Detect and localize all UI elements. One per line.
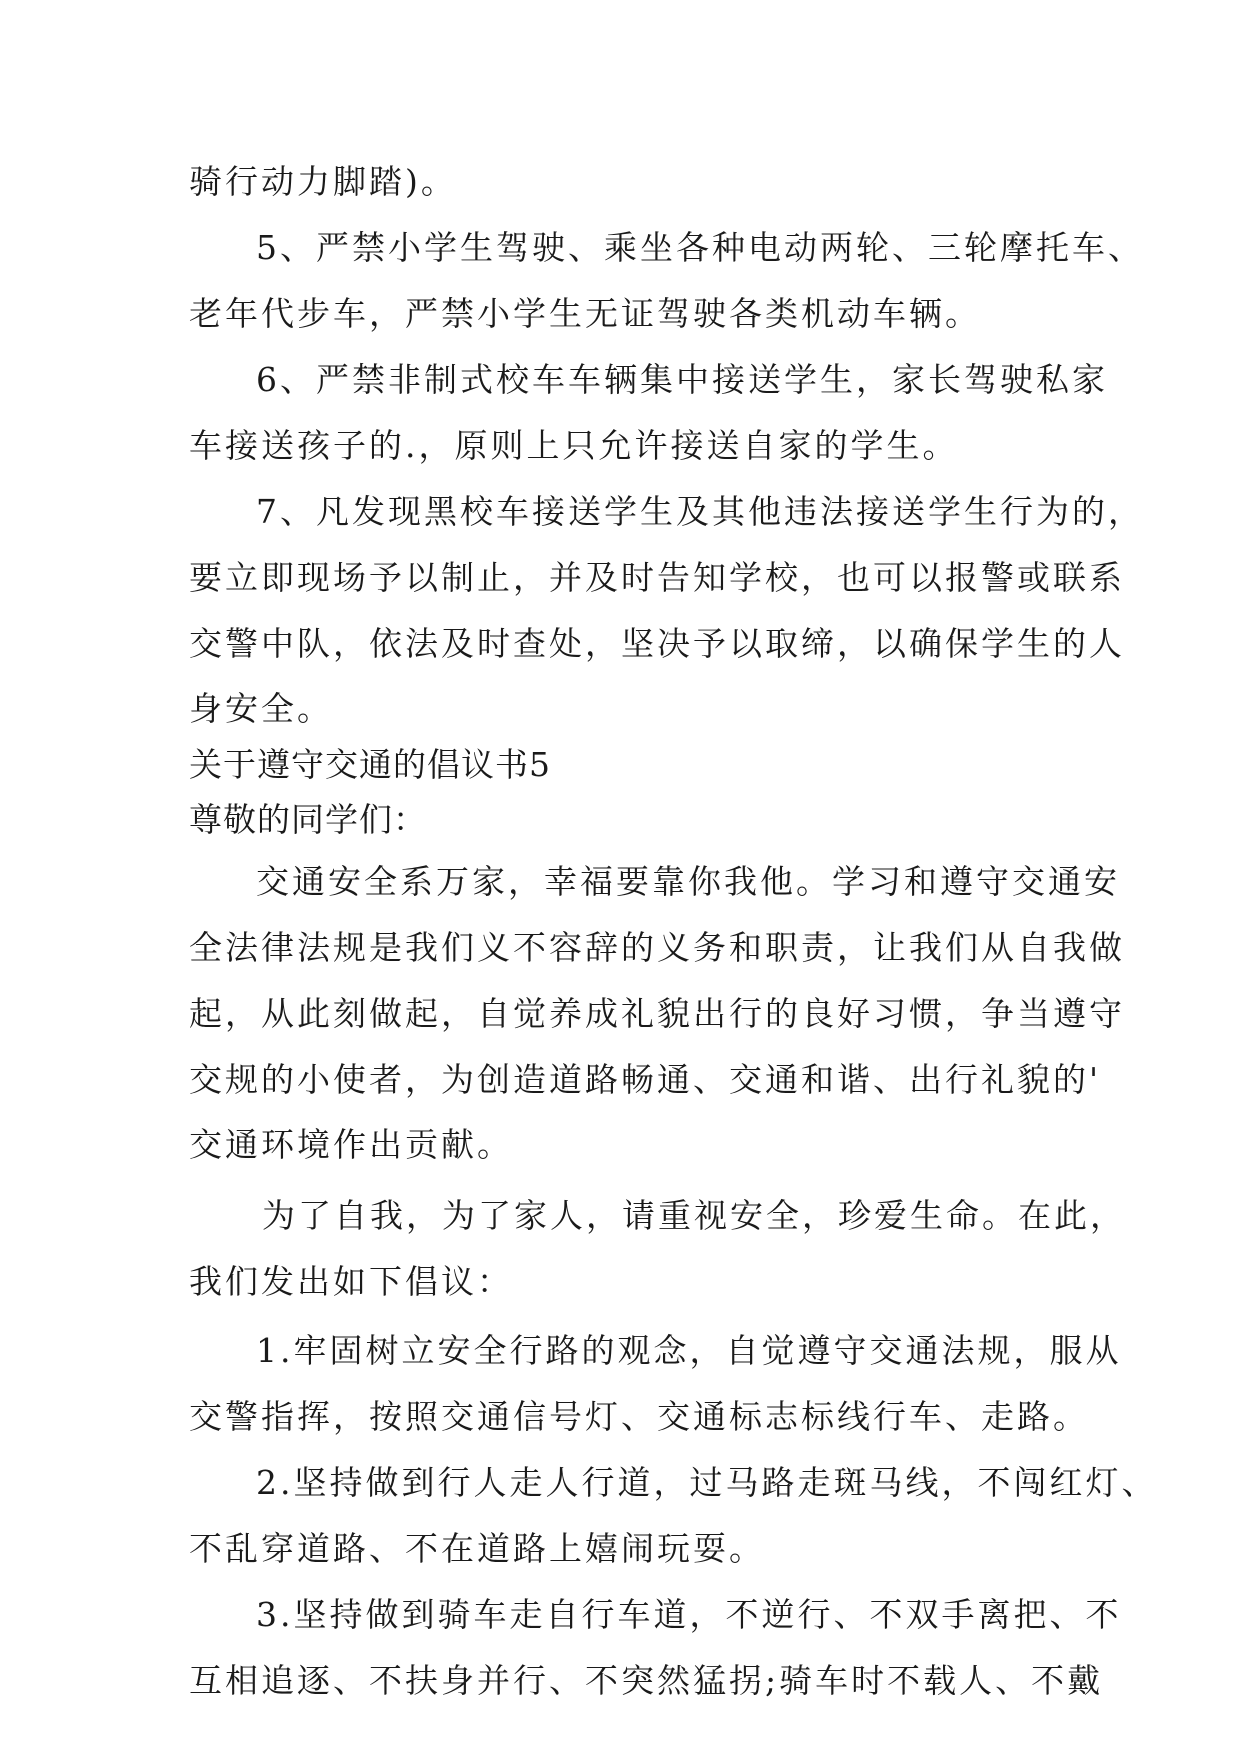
text-line: 不乱穿道路、不在道路上嬉闹玩耍。 <box>189 1529 765 1568</box>
text-line: 车接送孩子的.，原则上只允许接送自家的学生。 <box>189 426 959 465</box>
salutation: 尊敬的同学们： <box>189 800 427 839</box>
text-line: 交规的小使者，为创造道路畅通、交通和谐、出行礼貌的' <box>189 1060 1102 1099</box>
text-line: 老年代步车，严禁小学生无证驾驶各类机动车辆。 <box>189 294 981 333</box>
text-line: 身安全。 <box>189 689 333 728</box>
text-line: 骑行动力脚踏)。 <box>189 162 457 201</box>
section-title: 关于遵守交通的倡议书5 <box>189 745 551 784</box>
text-line: 全法律法规是我们义不容辞的义务和职责，让我们从自我做 <box>189 928 1125 967</box>
text-line: 互相追逐、不扶身并行、不突然猛拐;骑车时不载人、不戴 <box>189 1661 1104 1700</box>
text-line: 6、严禁非制式校车车辆集中接送学生，家长驾驶私家 <box>256 360 1108 399</box>
text-line: 交警指挥，按照交通信号灯、交通标志标线行车、走路。 <box>189 1397 1089 1436</box>
text-line: 3.坚持做到骑车走自行车道，不逆行、不双手离把、不 <box>256 1595 1122 1634</box>
text-line: 起，从此刻做起，自觉养成礼貌出行的良好习惯，争当遵守 <box>189 994 1125 1033</box>
text-line: 交警中队，依法及时查处，坚决予以取缔，以确保学生的人 <box>189 624 1125 663</box>
text-line: 要立即现场予以制止，并及时告知学校，也可以报警或联系 <box>189 558 1125 597</box>
text-line: 我们发出如下倡议： <box>189 1262 513 1301</box>
text-line: 为了自我，为了家人，请重视安全，珍爱生命。在此， <box>262 1196 1126 1235</box>
text-line: 交通环境作出贡献。 <box>189 1125 513 1164</box>
text-line: 交通安全系万家，幸福要靠你我他。学习和遵守交通安 <box>256 862 1120 901</box>
text-line: 5、严禁小学生驾驶、乘坐各种电动两轮、三轮摩托车、 <box>256 228 1144 267</box>
text-line: 7、凡发现黑校车接送学生及其他违法接送学生行为的， <box>256 492 1144 531</box>
text-line: 1.牢固树立安全行路的观念，自觉遵守交通法规，服从 <box>256 1331 1122 1370</box>
text-line: 2.坚持做到行人走人行道，过马路走斑马线，不闯红灯、 <box>256 1463 1158 1502</box>
